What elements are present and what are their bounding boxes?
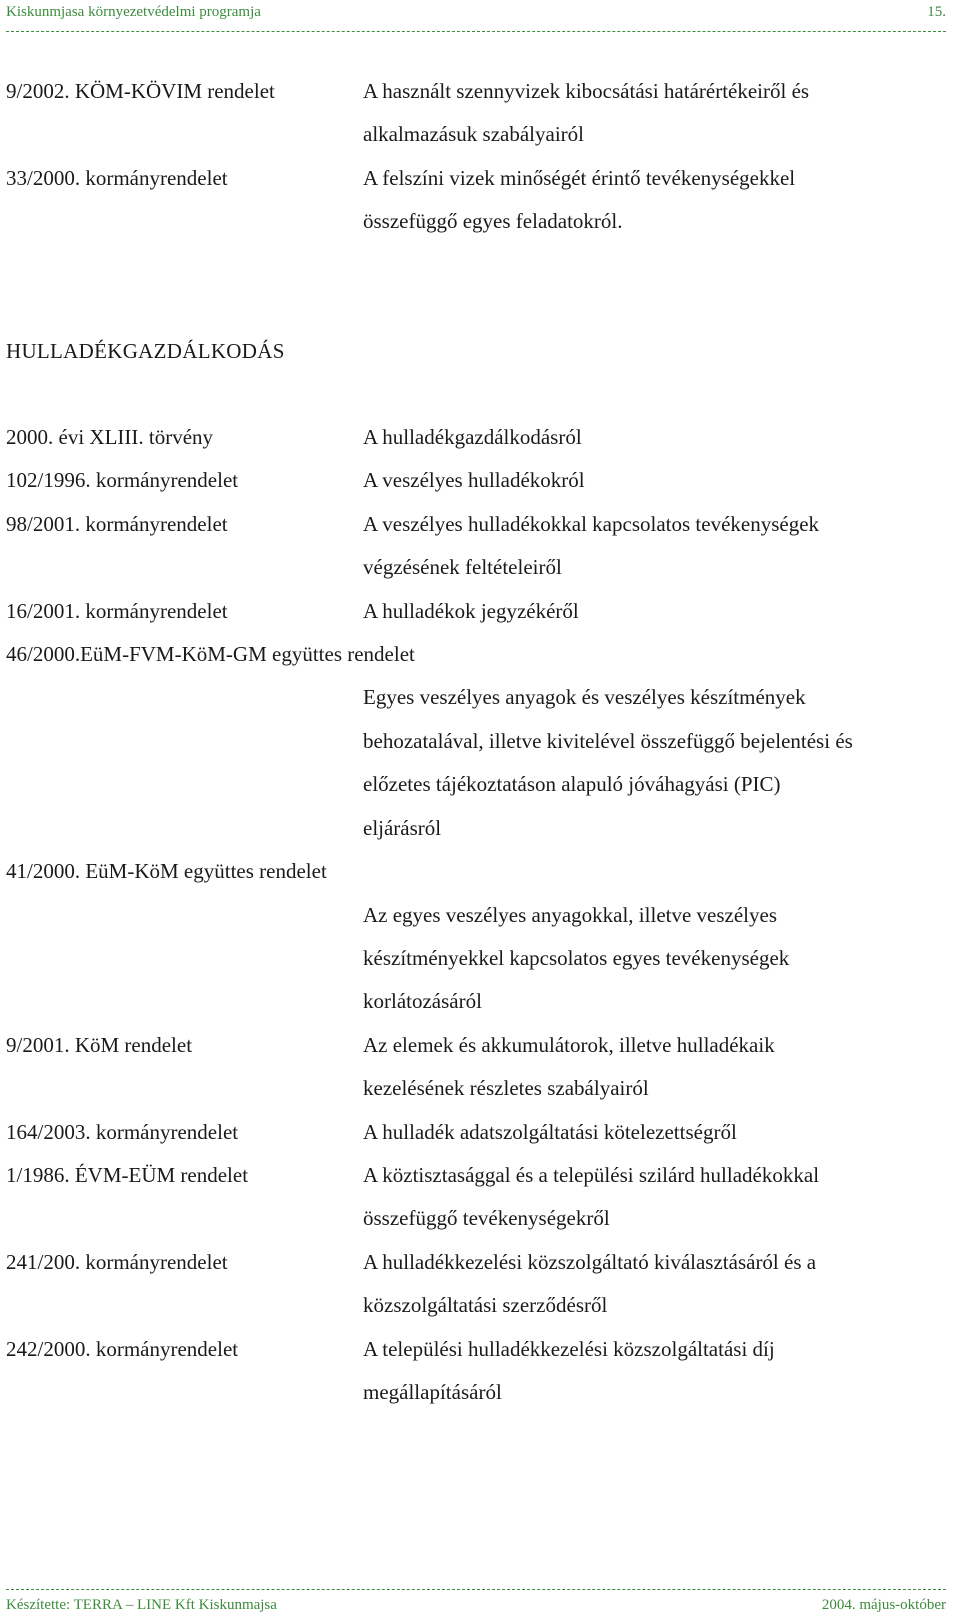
regulation-code: 9/2002. KÖM-KÖVIM rendelet bbox=[6, 79, 275, 103]
regulation-title-line: Az elemek és akkumulátorok, illetve hulladékaik bbox=[363, 1032, 775, 1057]
page-header bbox=[6, 2, 946, 24]
regulation-code: 9/2001. KöM rendelet bbox=[6, 1032, 193, 1057]
water-regulations bbox=[6, 70, 950, 244]
regulation-row bbox=[6, 503, 950, 590]
regulation-code: 164/2003. kormányrendelet bbox=[6, 1119, 239, 1144]
regulation-title-line: Az egyes veszélyes anyagokkal, illetve veszélyes bbox=[363, 902, 778, 927]
regulation-code: 46/2000.EüM-FVM-KöM-GM együttes rendelet bbox=[6, 642, 415, 667]
regulation-code: 102/1996. kormányrendelet bbox=[6, 468, 239, 493]
joint-regulations bbox=[6, 633, 950, 1024]
page-number: 15. bbox=[927, 4, 946, 20]
regulation-row bbox=[6, 1024, 950, 1111]
regulation-title bbox=[363, 503, 950, 590]
regulation-title bbox=[363, 416, 950, 459]
regulation-row bbox=[6, 459, 950, 502]
section-heading: HULLADÉKGAZDÁLKODÁS bbox=[6, 338, 285, 363]
regulation-row bbox=[6, 1328, 950, 1415]
regulation-title-line: Egyes veszélyes anyagok és veszélyes készítmények bbox=[363, 685, 806, 710]
footer-date: 2004. május-október bbox=[821, 1597, 946, 1613]
document-title: Kiskunmjasa környezetvédelmi programja bbox=[6, 4, 261, 20]
regulation-title bbox=[363, 590, 950, 633]
regulation-title-line: eljárásról bbox=[363, 815, 442, 840]
footer-author: Készítette: TERRA – LINE Kft Kiskunmajsa bbox=[6, 1597, 277, 1613]
regulation-title bbox=[6, 676, 950, 850]
regulation-row bbox=[6, 1111, 950, 1154]
regulation-code: 33/2000. kormányrendelet bbox=[6, 165, 228, 190]
regulation-row bbox=[6, 1154, 950, 1241]
regulation-title-line: összefüggő egyes feladatokról. bbox=[363, 209, 623, 234]
regulation-code: 98/2001. kormányrendelet bbox=[6, 511, 228, 536]
regulation-title-line: A hulladékkezelési közszolgáltató kiválasztásáról és a bbox=[363, 1249, 817, 1274]
regulation-title-line: összefüggő tevékenységekről bbox=[363, 1206, 610, 1231]
regulation-title bbox=[363, 1328, 950, 1415]
regulation-title-line: előzetes tájékoztatáson alapuló jóváhagyási (PIC) bbox=[363, 772, 781, 797]
regulation-title-line: korlátozásáról bbox=[363, 989, 482, 1014]
other-regulations bbox=[6, 1024, 950, 1415]
waste-regulations bbox=[6, 416, 950, 633]
header-divider bbox=[6, 31, 946, 32]
regulation-title-line: végzésének feltételeiről bbox=[363, 555, 562, 580]
regulation-code: 241/200. kormányrendelet bbox=[6, 1249, 228, 1274]
regulation-title-line: A veszélyes hulladékokkal kapcsolatos tevékenységek bbox=[363, 511, 820, 536]
regulation-code: 1/1986. ÉVM-EÜM rendelet bbox=[6, 1162, 249, 1187]
regulation-title-line: alkalmazásuk szabályairól bbox=[363, 122, 584, 147]
regulation-title-line: A veszélyes hulladékokról bbox=[363, 468, 585, 493]
regulation-row bbox=[6, 157, 950, 244]
regulation-title-line: közszolgáltatási szerződésről bbox=[363, 1293, 608, 1318]
regulation-code: 242/2000. kormányrendelet bbox=[6, 1336, 239, 1361]
regulation-title-line: A hulladékgazdálkodásról bbox=[363, 425, 582, 450]
regulation-title bbox=[363, 157, 950, 244]
regulation-row bbox=[6, 416, 950, 459]
regulation-row bbox=[6, 1241, 950, 1328]
footer-divider bbox=[6, 1589, 946, 1590]
regulation-title-line: behozatalával, illetve kivitelével összefüggő bejelentési és bbox=[363, 728, 853, 753]
regulation-title bbox=[363, 1241, 950, 1328]
regulation-title-line: megállapításáról bbox=[363, 1379, 502, 1404]
regulation-title bbox=[363, 1024, 950, 1111]
regulation-title bbox=[363, 1111, 950, 1154]
regulation-code: 41/2000. EüM-KöM együttes rendelet bbox=[6, 859, 327, 884]
regulation-title-line: A települési hulladékkezelési közszolgáltatási díj bbox=[363, 1336, 775, 1361]
regulation-title-line: A felszíni vizek minőségét érintő tevékenységekkel bbox=[363, 165, 796, 190]
regulation-title-line: A használt szennyvizek kibocsátási határértékeiről és bbox=[363, 79, 810, 103]
regulation-title-line: A hulladékok jegyzékéről bbox=[363, 598, 579, 623]
regulation-title-line: készítményekkel kapcsolatos egyes tevékenységek bbox=[363, 945, 790, 970]
regulation-row bbox=[6, 590, 950, 633]
regulation-title bbox=[363, 70, 950, 157]
page-footer bbox=[6, 1597, 946, 1619]
regulation-list bbox=[6, 70, 950, 1414]
regulation-row bbox=[6, 70, 950, 157]
regulation-code: 2000. évi XLIII. törvény bbox=[6, 425, 214, 450]
regulation-code: 16/2001. kormányrendelet bbox=[6, 598, 228, 623]
regulation-title bbox=[6, 894, 950, 1024]
regulation-title-line: A köztisztasággal és a települési szilárd hulladékokkal bbox=[363, 1162, 820, 1187]
regulation-title bbox=[363, 459, 950, 502]
regulation-title-line: A hulladék adatszolgáltatási kötelezettségről bbox=[363, 1119, 737, 1144]
regulation-title bbox=[363, 1154, 950, 1241]
regulation-title-line: kezelésének részletes szabályairól bbox=[363, 1076, 649, 1101]
